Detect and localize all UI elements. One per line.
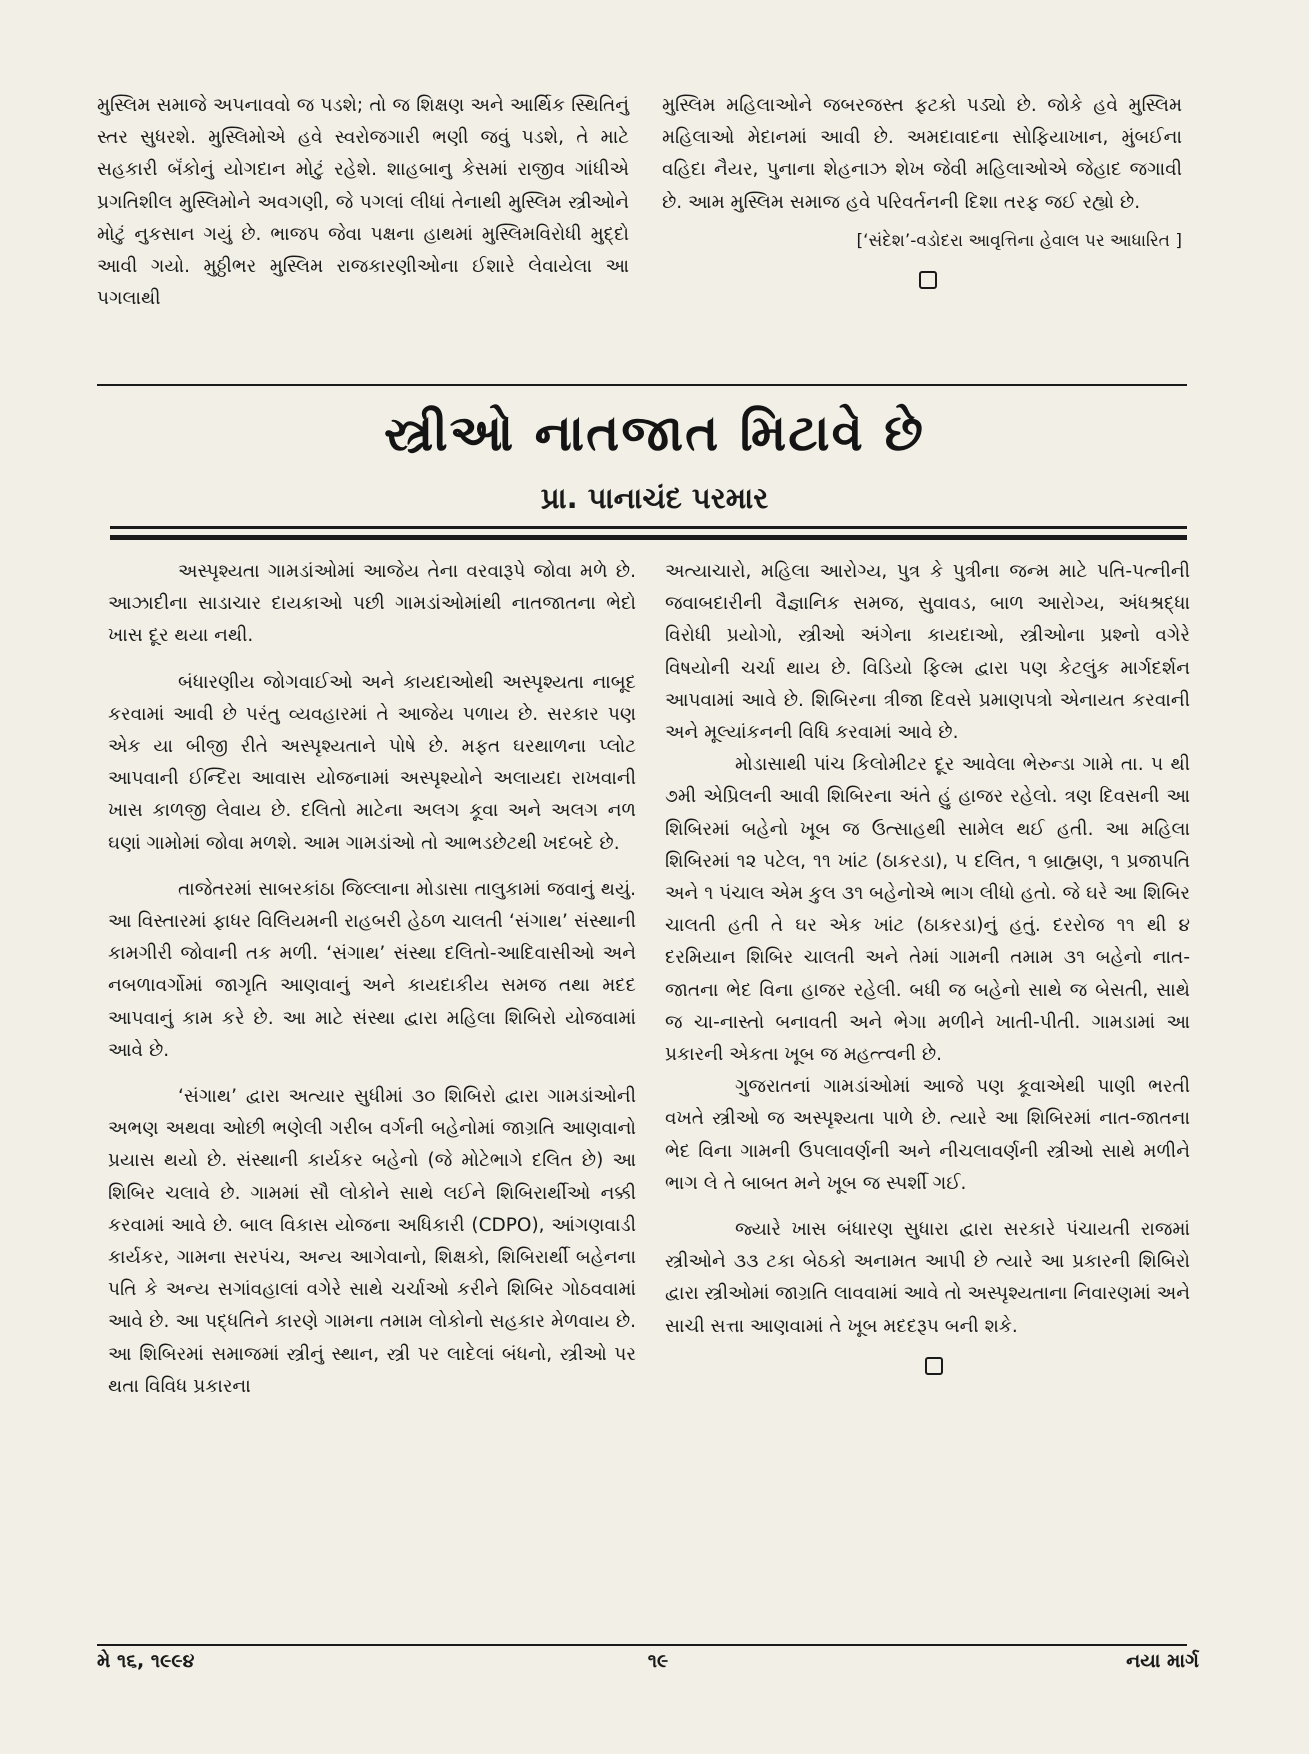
footer-rule — [97, 1644, 1187, 1646]
page-number: ૧૯ — [647, 1650, 669, 1672]
article-author: પ્રા. પાનાચંદ પરમાર — [540, 481, 769, 515]
article-right-column — [665, 556, 1190, 1375]
article-paragraph: અત્યાચારો, મહિલા આરોગ્ય, પુત્ર કે પુત્રીના જન્મ માટે પતિ-પત્નીની જવાબદારીની વૈજ્ઞાનિક સમજ, સુવાવડ, બાળ આરોગ્ય, અંધશ્રદ્ધા વિરોધી પ્રયોગો, સ્ત્રીઓ અંગેના કાયદાઓ, સ્ત્રીઓના પ્રશ્નો વગેરે વિષયોની ચર્ચા થાય છે. વિડિયો ફિલ્મ દ્વારા પણ કેટલુંક માર્ગદર્શન આપવામાં આવે છે. શિબિરના ત્રીજા દિવસે પ્રમાણપત્રો એનાયત કરવાની અને મૂલ્યાંકનની વિધિ કરવામાં આવે છે. — [665, 561, 1190, 744]
article-paragraph: બંધારણીય જોગવાઈઓ અને કાયદાઓથી અસ્પૃશ્યતા નાબૂદ કરવામાં આવી છે પરંતુ વ્યવહારમાં તે આજેય પળાય છે. સરકાર પણ એક યા બીજી રીતે અસ્પૃશ્યતાને પોષે છે. મફત ઘરથાળના પ્લોટ આપવાની ઈન્દિરા આવાસ યોજનામાં અસ્પૃશ્યોને અલાયદા રાખવાની ખાસ કાળજી લેવાય છે. દલિતો માટેના અલગ કૂવા અને અલગ નળ ઘણાં ગામોમાં જોવા મળશે. આમ ગામડાંઓ તો આભડછેટથી ખદબદે છે. — [108, 671, 636, 854]
article-title: સ્ત્રીઓ નાતજાત મિટાવે છે — [384, 404, 925, 462]
article-paragraph: ગુજરાતનાં ગામડાંઓમાં આજે પણ કૂવાએથી પાણી ભરતી વખતે સ્ત્રીઓ જ અસ્પૃશ્યતા પાળે છે. ત્યારે આ શિબિરમાં નાત-જાતના ભેદ વિના ગામની ઉપલાવર્ણની અને નીચલાવર્ણની સ્ત્રીઓ સાથે મળીને ભાગ લે તે બાબત મને ખૂબ જ સ્પર્શી ગઈ. — [665, 1076, 1190, 1194]
article-paragraph: અસ્પૃશ્યતા ગામડાંઓમાં આજેય તેના વરવારૂપે જોવા મળે છે. આઝાદીના સાડાચાર દાયકાઓ પછી ગામડાંઓમાંથી નાતજાતના ભેદો ખાસ દૂર થયા નથી. — [108, 561, 636, 647]
title-rule-top — [110, 526, 1187, 529]
article-left-column — [108, 556, 636, 1403]
article-paragraph: ‘સંગાથ’ દ્વારા અત્યાર સુધીમાં ૩૦ શિબિરો દ્વારા ગામડાંઓની અભણ અથવા ઓછી ભણેલી ગરીબ વર્ગની બહેનોમાં જાગ્રતિ આણવાનો પ્રયાસ થયો છે. સંસ્થાની કાર્યકર બહેનો (જે મોટેભાગે દલિત છે) આ શિબિર ચલાવે છે. ગામમાં સૌ લોકોને સાથે લઈને શિબિરાર્થીઓ નક્કી કરવામાં આવે છે. બાલ વિકાસ યોજના અધિકારી (CDPO), આંગણવાડી કાર્યકર, ગામના સરપંચ, અન્ય આગેવાનો, શિક્ષકો, શિબિરાર્થી બહેનના પતિ કે અન્ય સગાંવહાલાં વગેરે સાથે ચર્ચાઓ કરીને શિબિર ગોઠવવામાં આવે છે. આ પદ્ધતિને કારણે ગામના તમામ લોકોનો સહકાર મેળવાય છે. આ શિબિરમાં સમાજમાં સ્ત્રીનું સ્થાન, સ્ત્રી પર લાદેલાં બંધનો, સ્ત્રીઓ પર થતા વિવિધ પ્રકારના — [108, 1086, 636, 1397]
source-note: [‘સંદેશ’-વડોદરા આવૃત્તિના હેવાલ પર આધારિત ] — [856, 230, 1182, 251]
section-divider — [97, 384, 1187, 386]
article-paragraph: મોડાસાથી પાંચ કિલોમીટર દૂર આવેલા ભેરુન્ડા ગામે તા. ૫ થી ૭મી એપ્રિલની આવી શિબિરના અંતે હું હાજર રહેલો. ત્રણ દિવસની આ શિબિરમાં બહેનો ખૂબ જ ઉત્સાહથી સામેલ થઈ હતી. આ મહિલા શિબિરમાં ૧૨ પટેલ, ૧૧ ખાંટ (ઠાકરડા), ૫ દલિત, ૧ બ્રાહ્મણ, ૧ પ્રજાપતિ અને ૧ પંચાલ એમ કુલ ૩૧ બહેનોએ ભાગ લીધો હતો. જે ઘરે આ શિબિર ચાલતી હતી તે ઘર એક ખાંટ (ઠાકરડા)નું હતું. દરરોજ ૧૧ થી ૪ દરમિયાન શિબિર ચાલતી અને તેમાં ગામની તમામ ૩૧ બહેનો નાત-જાતના ભેદ વિના હાજર રહેલી. બધી જ બહેનો સાથે જ બેસતી, સાથે જ ચા-નાસ્તો બનાવતી અને ભેગા મળીને ખાતી-પીતી. ગામડામાં આ પ્રકારની એકતા ખૂબ જ મહત્ત્વની છે. — [665, 754, 1190, 1066]
footer-date: મે ૧૬, ૧૯૯૪ — [97, 1650, 195, 1672]
end-mark-icon — [925, 1357, 943, 1375]
end-mark-icon — [919, 271, 937, 289]
article-paragraph: તાજેતરમાં સાબરકાંઠા જિલ્લાના મોડાસા તાલુકામાં જવાનું થયું. આ વિસ્તારમાં ફાધર વિલિયમની રાહબરી હેઠળ ચાલતી ‘સંગાથ’ સંસ્થાની કામગીરી જોવાની તક મળી. ‘સંગાથ’ સંસ્થા દલિતો-આદિવાસીઓ અને નબળાવર્ગોમાં જાગૃતિ આણવાનું અને કાયદાકીય સમજ તથા મદદ આપવાનું કામ કરે છે. આ માટે સંસ્થા દ્વારા મહિલા શિબિરો યોજવામાં આવે છે. — [108, 878, 636, 1061]
top-right-column — [662, 90, 1182, 289]
title-rule-bottom — [110, 535, 1187, 540]
continued-paragraph-end: મુસ્લિમ મહિલાઓને જબરજસ્ત ફટકો પડ્યો છે. જોકે હવે મુસ્લિમ મહિલાઓ મેદાનમાં આવી છે. અમદાવાદના સોફિયાખાન, મુંબઈના વહિદા નૈયર, પુનાના શેહનાઝ શેખ જેવી મહિલાઓએ જેહાદ જગાવી છે. આમ મુસ્લિમ સમાજ હવે પરિવર્તનની દિશા તરફ જઈ રહ્યો છે. — [662, 95, 1182, 213]
top-left-column — [97, 90, 629, 315]
article-paragraph: જ્યારે ખાસ બંધારણ સુધારા દ્વારા સરકારે પંચાયતી રાજમાં સ્ત્રીઓને ૩૩ ટકા બેઠકો અનામત આપી છે ત્યારે આ પ્રકારની શિબિરો દ્વારા સ્ત્રીઓમાં જાગ્રતિ લાવવામાં આવે તો અસ્પૃશ્યતાના નિવારણમાં અને સાચી સત્તા આણવામાં તે ખૂબ મદદરૂપ બની શકે. — [665, 1219, 1190, 1337]
continued-paragraph: મુસ્લિમ સમાજે અપનાવવો જ પડશે; તો જ શિક્ષણ અને આર્થિક સ્થિતિનું સ્તર સુધરશે. મુસ્લિમોએ હવે સ્વરોજગારી ભણી જવું પડશે, તે માટે સહકારી બૅંકોનું યોગદાન મોટું રહેશે. શાહબાનુ કેસમાં રાજીવ ગાંધીએ પ્રગતિશીલ મુસ્લિમોને અવગણી, જે પગલાં લીધાં તેનાથી મુસ્લિમ સ્ત્રીઓને મોટું નુકસાન ગયું છે. ભાજપ જેવા પક્ષના હાથમાં મુસ્લિમવિરોધી મુદ્દો આવી ગયો. મુઠ્ઠીભર મુસ્લિમ રાજકારણીઓના ઈશારે લેવાયેલા આ પગલાથી — [97, 95, 629, 310]
publication-name: નયા માર્ગ — [1126, 1650, 1199, 1672]
